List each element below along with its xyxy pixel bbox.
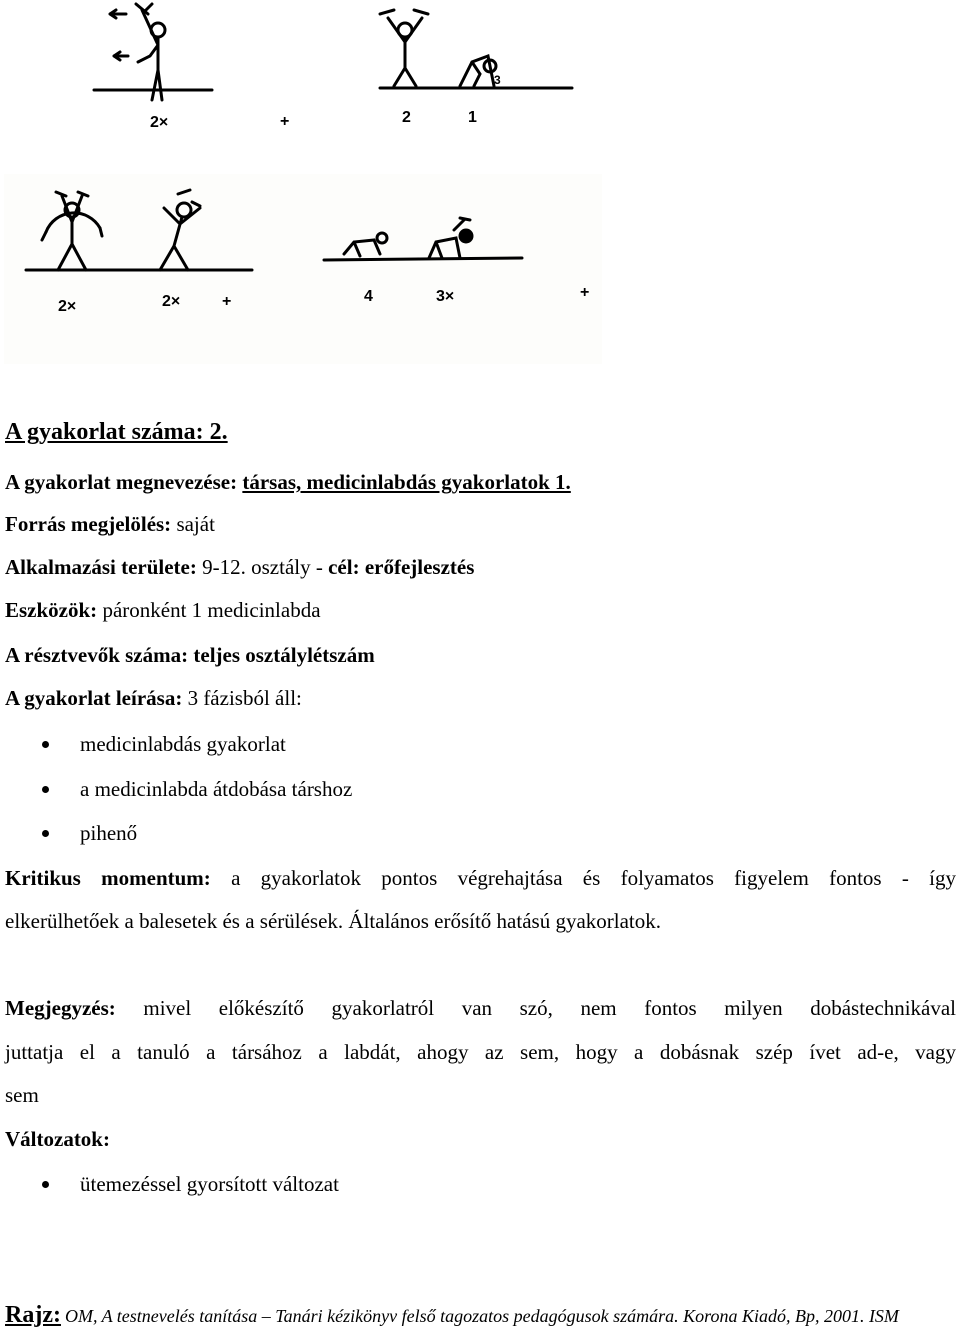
drawing-credit-citation: OM, A testnevelés tanítása – Tanári kézikönyv felső tagozatos pedagógusok számára. Korona Kiadó, Bp, 2001. ISM <box>64 1306 899 1326</box>
phase-item-text: pihenő <box>80 821 138 845</box>
source-row <box>5 512 215 536</box>
mid-label-3: + <box>222 293 232 310</box>
critical-label: Kritikus momentum: <box>5 866 211 890</box>
bullet-dot-icon <box>42 786 49 793</box>
top-label-2: + <box>280 113 290 130</box>
note-line-1 <box>5 996 956 1020</box>
mid-label-4: 4 <box>364 288 373 305</box>
goal-label: cél: erőfejlesztés <box>328 555 475 579</box>
drawing-credit <box>5 1302 899 1329</box>
tools-row <box>5 598 321 622</box>
mid-label-1: 2× <box>58 298 77 315</box>
exercise-sketch-middle <box>4 174 602 364</box>
drawing-credit-label: Rajz: <box>5 1302 61 1328</box>
source-label: Forrás megjelölés: <box>5 512 172 536</box>
exercise-number-heading: A gyakorlat száma: 2. <box>5 419 228 445</box>
participants-label: A résztvevők száma: <box>5 643 189 667</box>
participants-row <box>5 643 375 667</box>
top-label-3: 2 <box>402 109 411 126</box>
critical-line-1 <box>5 866 956 890</box>
top-label-1: 2× <box>150 114 169 131</box>
description-label: A gyakorlat leírása: <box>5 686 183 710</box>
tools-value: páronként 1 medicinlabda <box>102 598 321 622</box>
phase-item-text: medicinlabdás gyakorlat <box>80 732 286 756</box>
participants-value: teljes osztálylétszám <box>193 643 375 667</box>
bullet-dot-icon <box>42 741 49 748</box>
mid-label-2: 2× <box>162 293 181 310</box>
area-row <box>5 555 474 579</box>
critical-text-1: a gyakorlatok pontos végrehajtása és folyamatos figyelem fontos - így <box>231 866 956 890</box>
tools-label: Eszközök: <box>5 598 98 622</box>
note-line-3: sem <box>5 1083 39 1107</box>
phase-item-text: a medicinlabda átdobása társhoz <box>80 777 353 801</box>
top-label-5: 3 <box>494 73 501 87</box>
variants-label: Változatok: <box>5 1127 110 1151</box>
bullet-dot-icon <box>42 830 49 837</box>
exercise-name-label: A gyakorlat megnevezése: <box>5 470 238 494</box>
critical-line-2: elkerülhetőek a balesetek és a sérülések. Általános erősítő hatású gyakorlatok. <box>5 909 662 933</box>
description-row <box>5 686 302 710</box>
top-label-4: 1 <box>468 109 477 126</box>
variant-item-text: ütemezéssel gyorsított változat <box>80 1172 339 1196</box>
mid-label-6: + <box>580 284 590 301</box>
description-value: 3 fázisból áll: <box>187 686 302 710</box>
exercise-sketch-top <box>80 0 600 140</box>
area-value: 9-12. osztály - <box>202 555 323 579</box>
exercise-name-row <box>5 470 571 494</box>
exercise-name-value: társas, medicinlabdás gyakorlatok 1. <box>242 470 571 494</box>
note-label: Megjegyzés: <box>5 996 116 1020</box>
bullet-dot-icon <box>42 1181 49 1188</box>
note-line-2: juttatja el a tanuló a társához a labdát, ahogy az sem, hogy a dobásnak szép ívet ad-e, vagy <box>5 1040 956 1064</box>
mid-label-5: 3× <box>436 288 455 305</box>
source-value: saját <box>176 512 215 536</box>
area-label: Alkalmazási területe: <box>5 555 197 579</box>
note-text-1: mivel előkészítő gyakorlatról van szó, nem fontos milyen dobástechnikával <box>143 996 956 1020</box>
